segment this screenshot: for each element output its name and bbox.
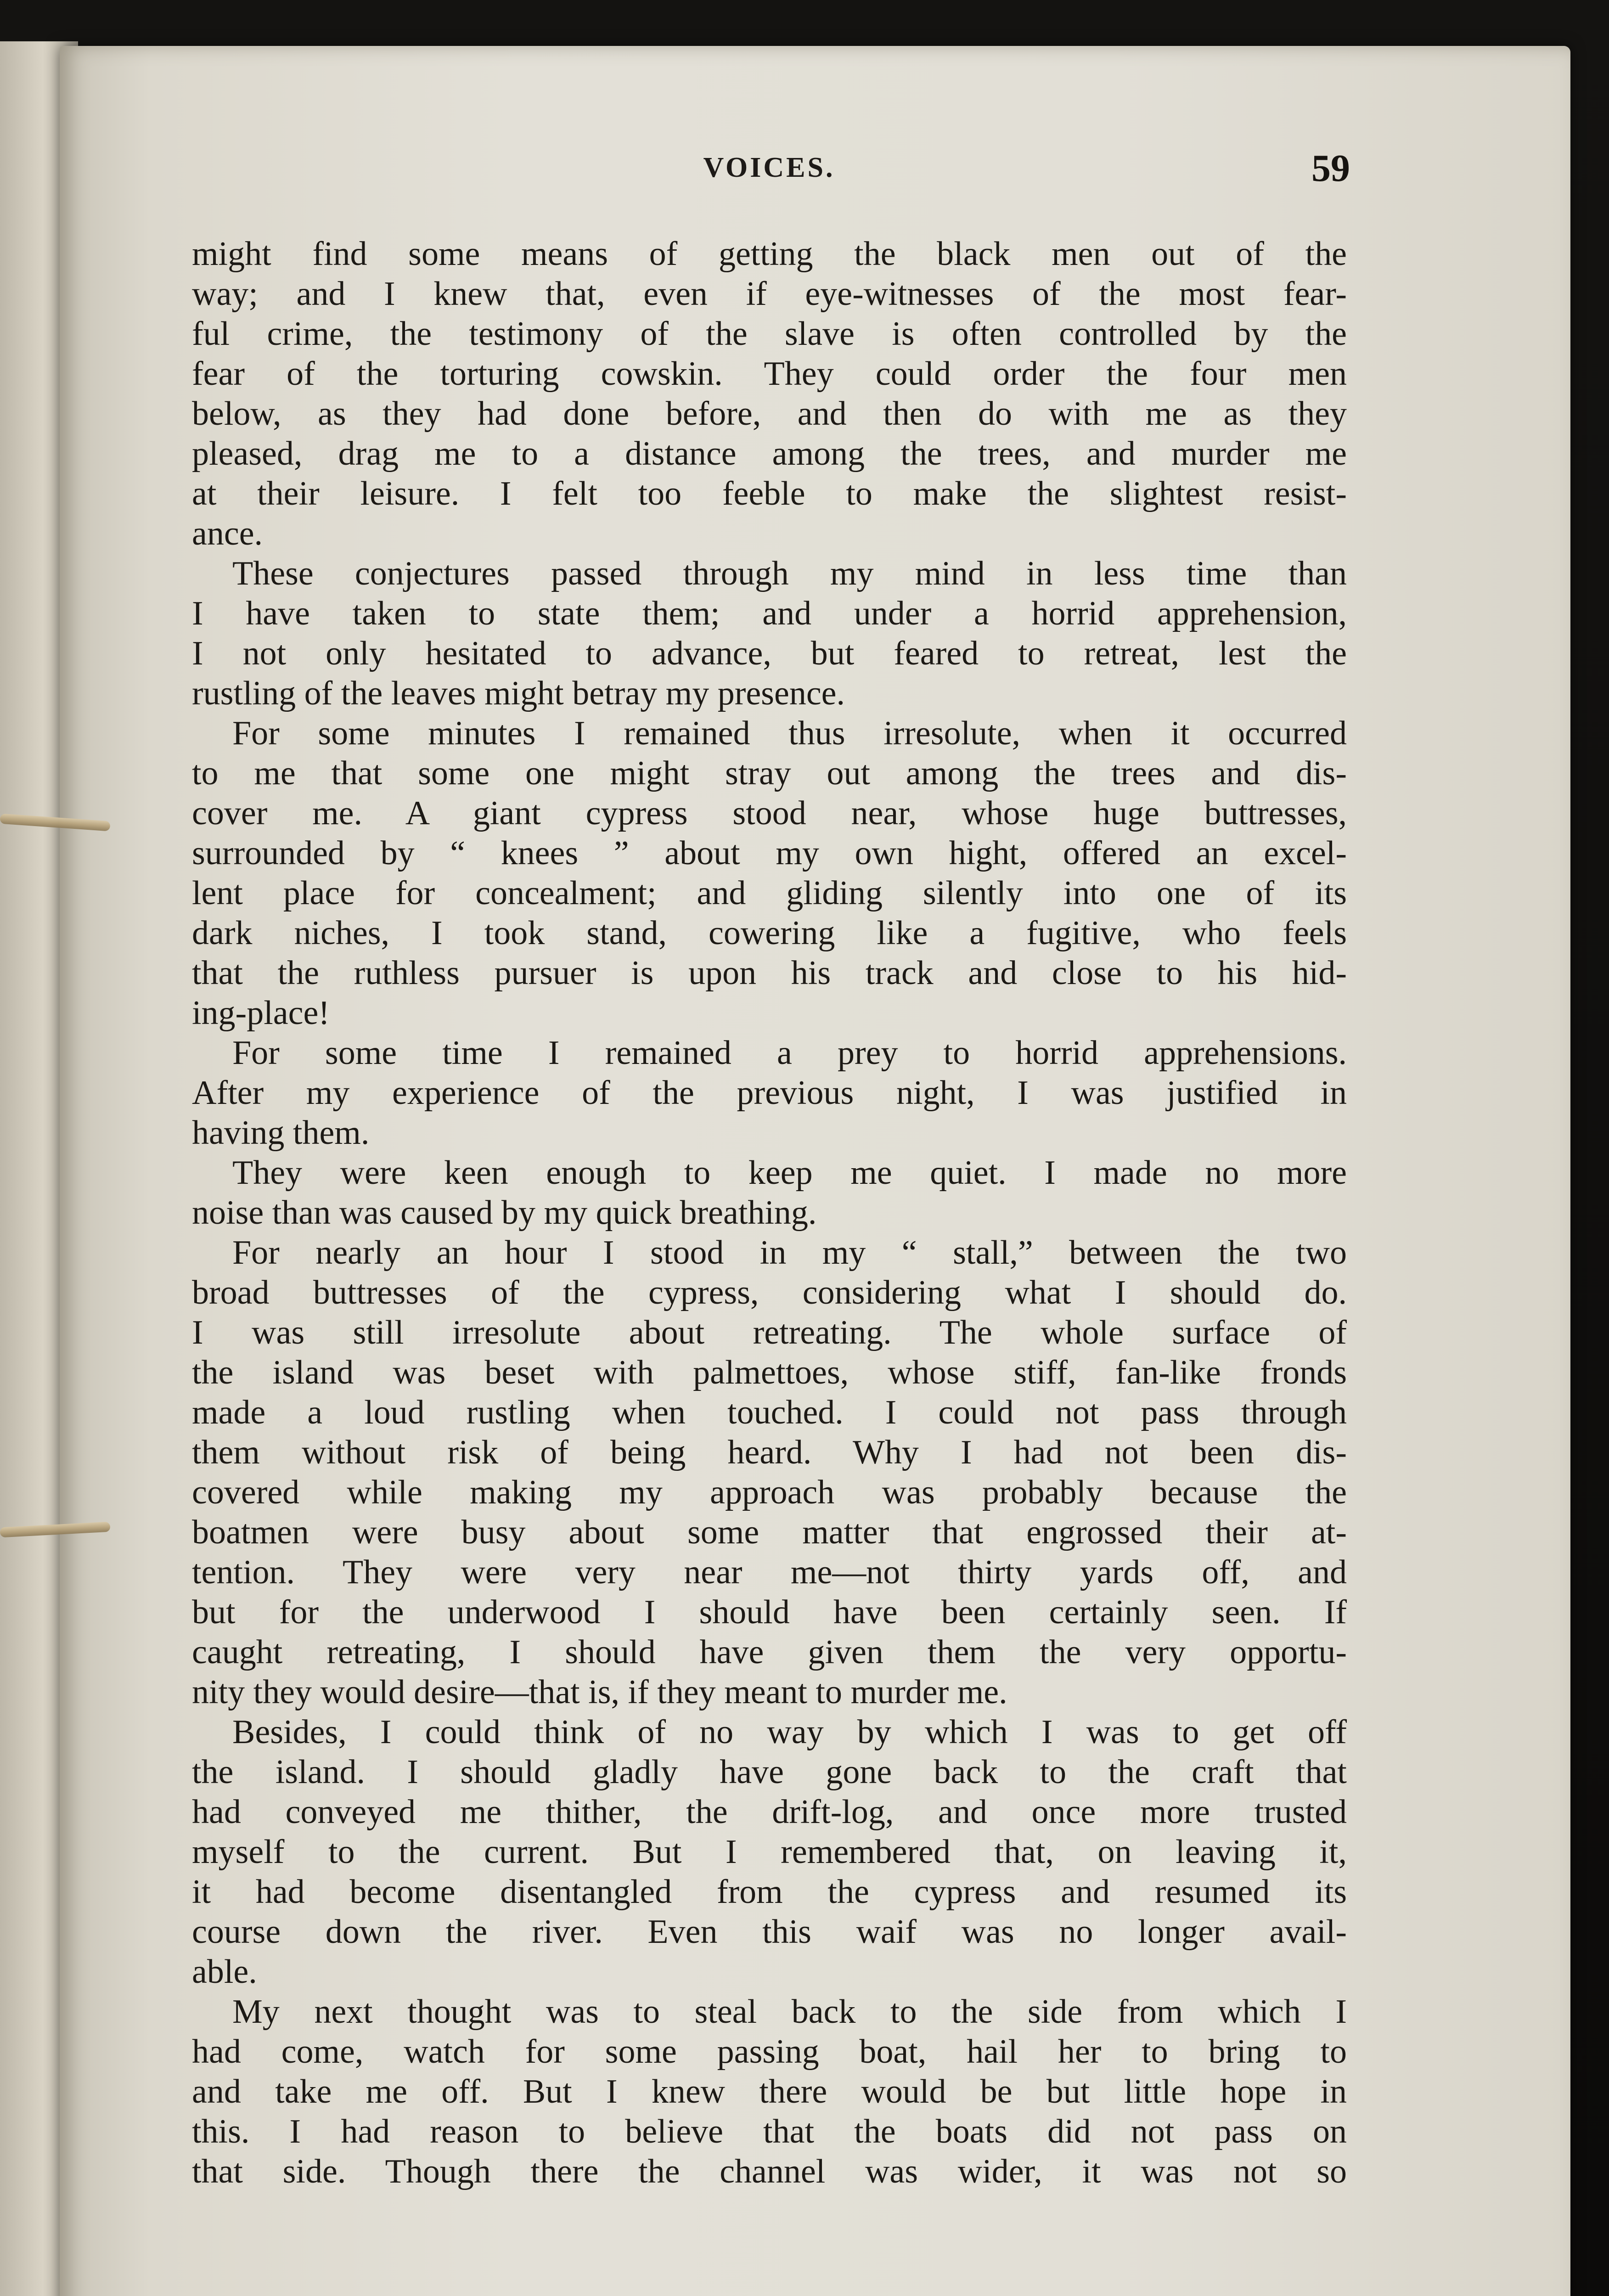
running-title: VOICES.: [703, 152, 835, 183]
text-line: had come, watch for some passing boat, hail her to bring to: [192, 2033, 1347, 2071]
text-line: broad buttresses of the cypress, considering what I should do.: [192, 1274, 1347, 1311]
text-line: They were keen enough to keep me quiet. I made no more: [232, 1154, 1347, 1192]
text-line: nity they would desire—that is, if they meant to murder me.: [192, 1673, 1007, 1711]
text-line: myself to the current. But I remembered that, on leaving it,: [192, 1833, 1347, 1871]
text-line: covered while making my approach was probably because the: [192, 1474, 1347, 1511]
text-line: dark niches, I took stand, cowering like a fugitive, who feels: [192, 914, 1347, 952]
text-line: to me that some one might stray out among the trees and dis-: [192, 754, 1347, 792]
text-line: I not only hesitated to advance, but feared to retreat, lest the: [192, 635, 1347, 672]
text-line: pleased, drag me to a distance among the trees, and murder me: [192, 435, 1347, 473]
text-line: the island. I should gladly have gone back to the craft that: [192, 1753, 1347, 1791]
text-line: For nearly an hour I stood in my “ stall,” between the two: [232, 1234, 1347, 1272]
text-line: might find some means of getting the black men out of the: [192, 235, 1347, 273]
text-line: having them.: [192, 1114, 370, 1152]
text-line: noise than was caused by my quick breathing.: [192, 1194, 817, 1232]
text-line: caught retreating, I should have given them the very opportu-: [192, 1633, 1347, 1671]
text-line: fear of the torturing cowskin. They could order the four men: [192, 355, 1347, 393]
text-line: I have taken to state them; and under a horrid apprehension,: [192, 595, 1347, 632]
page-number: 59: [1311, 147, 1350, 190]
text-line: the island was beset with palmettoes, whose stiff, fan-like fronds: [192, 1354, 1347, 1391]
text-line: them without risk of being heard. Why I had not been dis-: [192, 1434, 1347, 1471]
text-line: lent place for concealment; and gliding silently into one of its: [192, 874, 1347, 912]
text-line: able.: [192, 1953, 257, 1991]
text-line: For some time I remained a prey to horrid apprehensions.: [232, 1034, 1347, 1072]
text-line: ing-place!: [192, 994, 330, 1032]
text-line: this. I had reason to believe that the boats did not pass on: [192, 2113, 1347, 2150]
text-line: These conjectures passed through my mind in less time than: [232, 555, 1347, 592]
text-line: I was still irresolute about retreating. The whole surface of: [192, 1314, 1347, 1351]
text-line: After my experience of the previous night, I was justified in: [192, 1074, 1347, 1112]
text-line: cover me. A giant cypress stood near, whose huge buttresses,: [192, 794, 1347, 832]
text-line: way; and I knew that, even if eye-witnesses of the most fear-: [192, 275, 1347, 313]
text-line: below, as they had done before, and then do with me as they: [192, 395, 1347, 433]
text-line: tention. They were very near me—not thirty yards off, and: [192, 1553, 1347, 1591]
text-line: My next thought was to steal back to the side from which I: [232, 1993, 1347, 2031]
text-line: that side. Though there the channel was wider, it was not so: [192, 2153, 1347, 2190]
text-line: ful crime, the testimony of the slave is often controlled by the: [192, 315, 1347, 353]
text-line: but for the underwood I should have been certainly seen. If: [192, 1593, 1347, 1631]
text-line: and take me off. But I knew there would be but little hope in: [192, 2073, 1347, 2110]
text-line: that the ruthless pursuer is upon his track and close to his hid-: [192, 954, 1347, 992]
text-line: rustling of the leaves might betray my presence.: [192, 675, 845, 712]
running-head: [188, 147, 1350, 197]
text-line: boatmen were busy about some matter that engrossed their at-: [192, 1514, 1347, 1551]
text-line: at their leisure. I felt too feeble to make the slightest resist-: [192, 475, 1347, 512]
text-line: For some minutes I remained thus irresolute, when it occurred: [232, 715, 1347, 752]
text-line: Besides, I could think of no way by which I was to get off: [232, 1713, 1347, 1751]
text-line: made a loud rustling when touched. I could not pass through: [192, 1394, 1347, 1431]
text-line: it had become disentangled from the cypress and resumed its: [192, 1873, 1347, 1911]
text-line: ance.: [192, 515, 263, 552]
text-line: had conveyed me thither, the drift-log, and once more trusted: [192, 1793, 1347, 1831]
text-line: course down the river. Even this waif was no longer avail-: [192, 1913, 1347, 1951]
text-line: surrounded by “ knees ” about my own hight, offered an excel-: [192, 834, 1347, 872]
body-text: [192, 234, 1347, 2192]
